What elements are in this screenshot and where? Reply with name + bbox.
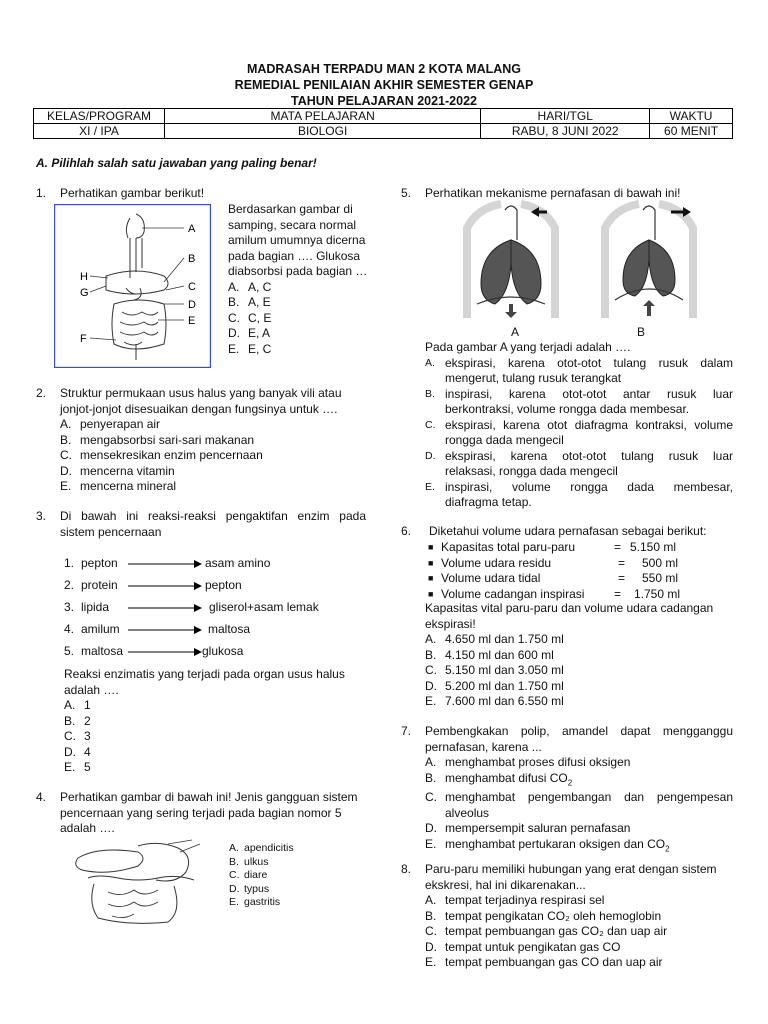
fig1-label-d: D bbox=[188, 299, 196, 311]
option-text: ulkus bbox=[244, 855, 269, 868]
q7-option-d[interactable] bbox=[425, 821, 733, 837]
option-letter: E. bbox=[64, 760, 76, 774]
option-text: 2 bbox=[84, 713, 91, 728]
q1-desc-line: amilum umumnya dicerna bbox=[228, 233, 366, 247]
q5-option-e[interactable] bbox=[425, 480, 733, 496]
q3-option-e[interactable] bbox=[64, 760, 370, 776]
reaction-number: 1. bbox=[64, 556, 75, 570]
school-name: MADRASAH TERPADU MAN 2 KOTA MALANG bbox=[246, 62, 522, 76]
breathing-mechanism-figure bbox=[455, 200, 705, 318]
q1-stem: Perhatikan gambar berikut! bbox=[60, 186, 205, 200]
option-text: diare bbox=[244, 869, 268, 881]
fig1-label-e: E bbox=[188, 315, 196, 327]
option-letter: B. bbox=[228, 295, 240, 309]
q5-option-e-cont bbox=[425, 495, 733, 511]
q2-stem-line: Struktur permukaan usus halus yang banyak vili atau bbox=[60, 386, 342, 400]
q5-option-d-cont bbox=[425, 464, 733, 480]
option-text: mensekresikan enzim pencernaan bbox=[80, 448, 263, 462]
q3-stem-line: Di bawah ini reaksi-reaksi pengaktifan enzim pada bbox=[60, 509, 366, 523]
volume-label: Volume udara tidal bbox=[441, 571, 541, 585]
q8-number: 8. bbox=[401, 862, 412, 876]
volume-value: 500 ml bbox=[642, 555, 679, 570]
header-waktu: WAKTU bbox=[650, 109, 733, 124]
reaction-row bbox=[64, 600, 384, 622]
volume-label: Volume cadangan inspirasi bbox=[441, 586, 585, 601]
option-letter: A. bbox=[425, 632, 437, 646]
reaction-product: glukosa bbox=[202, 644, 244, 658]
option-letter: D. bbox=[425, 449, 436, 462]
fig1-label-a: A bbox=[188, 223, 196, 235]
option-text: tempat pembuangan gas CO₂ dan uap air bbox=[445, 924, 668, 938]
q3-question-line: Reaksi enzimatis yang terjadi pada organ usus halus bbox=[64, 667, 345, 681]
q3-option-c[interactable] bbox=[64, 729, 370, 745]
reaction-row bbox=[64, 622, 384, 644]
option-text-cont: rongga dada mengecil bbox=[445, 433, 564, 447]
option-text: mencerna mineral bbox=[80, 479, 177, 493]
option-text: A, E bbox=[248, 295, 271, 309]
reaction-number: 5. bbox=[64, 644, 75, 658]
reaction-number: 4. bbox=[64, 622, 75, 636]
q1-desc-line: diabsorbsi pada bagian … bbox=[228, 264, 368, 278]
reaction-substrate: amilum bbox=[81, 622, 120, 636]
option-text-cont: mengerut, tulang rusuk terangkat bbox=[445, 371, 622, 385]
q2-option-a[interactable] bbox=[60, 417, 376, 433]
option-letter: A. bbox=[425, 356, 435, 369]
option-text: 5 bbox=[84, 760, 91, 774]
option-letter: D. bbox=[60, 463, 72, 478]
value-hari: RABU, 8 JUNI 2022 bbox=[481, 124, 650, 139]
option-letter: C. bbox=[229, 869, 240, 881]
option-letter: E. bbox=[425, 955, 437, 969]
option-letter: B. bbox=[425, 908, 437, 923]
q1-desc-line: Berdasarkan gambar di bbox=[228, 202, 353, 216]
q5-stem: Perhatikan mekanisme pernafasan di bawah ini! bbox=[425, 186, 681, 200]
option-letter: E. bbox=[425, 480, 435, 493]
q6-option-c[interactable] bbox=[425, 663, 735, 679]
option-text: C, E bbox=[248, 310, 272, 325]
q4-option-d[interactable] bbox=[229, 883, 349, 897]
q8-option-a[interactable] bbox=[425, 893, 737, 909]
q6-number: 6. bbox=[401, 524, 412, 538]
reaction-row bbox=[64, 644, 384, 666]
q1-desc-line: pada bagian …. Glukosa bbox=[228, 248, 361, 263]
q5-question-block bbox=[425, 340, 733, 511]
fig1-label-f: F bbox=[80, 333, 87, 345]
option-text: A, C bbox=[248, 279, 272, 294]
subscript: 2 bbox=[567, 777, 573, 787]
q2-option-e[interactable] bbox=[60, 479, 376, 495]
q5-option-c-cont bbox=[425, 433, 733, 449]
q5-question: Pada gambar A yang terjadi adalah …. bbox=[425, 340, 631, 354]
q1-option-b[interactable] bbox=[228, 295, 378, 311]
q1-desc-line: samping, secara normal bbox=[228, 217, 357, 232]
option-text: tempat untuk pengikatan gas CO bbox=[445, 939, 621, 954]
option-text: mencerna vitamin bbox=[80, 463, 175, 478]
reaction-product: maltosa bbox=[208, 622, 251, 636]
q3-number: 3. bbox=[36, 509, 47, 523]
bullet-icon: ■ bbox=[428, 557, 434, 568]
q1-option-c[interactable] bbox=[228, 311, 378, 327]
option-letter: C. bbox=[425, 790, 437, 805]
reaction-product: asam amino bbox=[205, 556, 271, 570]
option-text-cont: berkontraksi, volume rongga dada membesar. bbox=[445, 402, 690, 416]
q2-number: 2. bbox=[36, 386, 47, 400]
q1-option-d[interactable] bbox=[228, 326, 378, 342]
q8-option-e[interactable] bbox=[425, 955, 737, 971]
option-letter: C. bbox=[425, 663, 437, 677]
option-letter: A. bbox=[425, 893, 437, 907]
volume-value: 550 ml bbox=[642, 571, 679, 585]
q2-option-d[interactable] bbox=[60, 464, 376, 480]
q4-stem-line: pencernaan yang sering terjadi pada bagian nomor 5 bbox=[60, 805, 342, 820]
option-text: inspirasi, volume rongga dada membesar, bbox=[445, 479, 733, 494]
reaction-substrate: maltosa bbox=[81, 644, 124, 658]
option-letter: A. bbox=[60, 417, 72, 431]
option-letter: A. bbox=[425, 755, 437, 769]
q4-option-b[interactable] bbox=[229, 856, 349, 870]
q4-option-a[interactable] bbox=[229, 842, 349, 856]
option-text: ekspirasi, karena otot-otot tulang rusuk luar bbox=[445, 448, 733, 463]
q5-option-b[interactable] bbox=[425, 387, 733, 403]
q7-stem-line: Pembengkakan polip, amandel dapat mengganggu bbox=[425, 724, 733, 738]
option-text: mempersempit saluran pernafasan bbox=[445, 821, 631, 836]
option-text: tempat pembuangan gas CO dan uap air bbox=[445, 955, 663, 969]
q6-question-line: Kapasitas vital paru-paru dan volume udara cadangan bbox=[425, 601, 714, 615]
fig5-label-b: B bbox=[637, 325, 646, 339]
option-letter: E. bbox=[425, 836, 437, 851]
reaction-product: pepton bbox=[205, 578, 242, 592]
q7-option-c[interactable] bbox=[425, 790, 733, 806]
volume-label: Kapasitas total paru-paru bbox=[441, 540, 576, 554]
option-text-cont: relaksasi, rongga dada mengecil bbox=[445, 464, 618, 478]
fig1-label-g: G bbox=[80, 287, 89, 299]
q5-option-c[interactable] bbox=[425, 418, 733, 434]
academic-year: TAHUN PELAJARAN 2021-2022 bbox=[291, 94, 477, 108]
option-letter: C. bbox=[425, 924, 437, 938]
q1-option-e[interactable] bbox=[228, 342, 378, 358]
reaction-number: 2. bbox=[64, 578, 75, 592]
option-letter: B. bbox=[229, 855, 239, 868]
option-text: 5.150 ml dan 3.050 ml bbox=[445, 663, 564, 677]
value-mapel: BIOLOGI bbox=[164, 124, 480, 139]
option-letter: B. bbox=[60, 432, 72, 447]
volume-label: Volume udara residu bbox=[441, 555, 552, 570]
arrow-icon bbox=[128, 559, 202, 569]
option-letter: A. bbox=[228, 279, 240, 294]
q7-stem-line: pernafasan, karena ... bbox=[425, 739, 542, 754]
option-text: typus bbox=[244, 882, 270, 895]
q8-option-c[interactable] bbox=[425, 924, 737, 940]
arrow-icon bbox=[128, 647, 202, 657]
volume-item bbox=[428, 571, 708, 587]
q4-stem-line: adalah …. bbox=[60, 821, 115, 835]
volume-eq: = bbox=[614, 586, 622, 601]
volume-item bbox=[428, 587, 708, 603]
q1-description bbox=[228, 202, 378, 357]
option-letter: B. bbox=[64, 713, 76, 728]
option-text: 7.600 ml dan 6.550 ml bbox=[445, 694, 564, 708]
q3-option-b[interactable] bbox=[64, 714, 370, 730]
q6-question-block bbox=[425, 601, 735, 710]
option-text-cont: alveolus bbox=[445, 805, 490, 820]
reaction-substrate: lipida bbox=[81, 600, 110, 614]
q5-option-b-cont bbox=[425, 402, 733, 418]
option-letter: A. bbox=[64, 698, 76, 712]
reaction-row bbox=[64, 556, 384, 578]
reaction-substrate: pepton bbox=[81, 556, 118, 570]
option-letter: D. bbox=[425, 821, 437, 836]
q4-number: 4. bbox=[36, 790, 47, 804]
q7-number: 7. bbox=[401, 724, 412, 738]
option-text: ekspirasi, karena otot-otot tulang rusuk dalam bbox=[445, 355, 733, 370]
option-text: menghambat pertukaran oksigen dan CO bbox=[445, 836, 666, 851]
q7-option-a[interactable] bbox=[425, 755, 733, 771]
q7-option-e[interactable] bbox=[425, 837, 733, 857]
option-text: mengabsorbsi sari-sari makanan bbox=[80, 432, 255, 447]
q3-option-d[interactable] bbox=[64, 745, 370, 761]
option-letter: D. bbox=[64, 744, 76, 759]
option-letter: D. bbox=[229, 882, 240, 895]
q5-option-d[interactable] bbox=[425, 449, 733, 465]
option-text: tempat terjadinya respirasi sel bbox=[445, 893, 605, 907]
option-letter: C. bbox=[425, 418, 436, 431]
option-text: ekspirasi, karena otot diafragma kontraksi, volume bbox=[445, 417, 733, 432]
volume-item bbox=[428, 556, 708, 572]
option-text: inspirasi, karena otot-otot antar rusuk luar bbox=[445, 386, 733, 401]
q6-stem: Diketahui volume udara pernafasan sebagai berikut: bbox=[429, 524, 707, 538]
header-hari: HARI/TGL bbox=[481, 109, 650, 124]
lungs-a-figure bbox=[467, 204, 555, 318]
option-letter: D. bbox=[425, 939, 437, 954]
option-text: gastritis bbox=[244, 896, 281, 908]
q6-items bbox=[428, 540, 708, 602]
header-kelas: KELAS/PROGRAM bbox=[34, 109, 165, 124]
fig1-label-c: C bbox=[188, 281, 196, 293]
option-text: E, A bbox=[248, 326, 271, 340]
q2-option-c[interactable] bbox=[60, 448, 376, 464]
q3-option-a[interactable] bbox=[64, 698, 370, 714]
q3-reactions bbox=[64, 556, 384, 666]
option-letter: C. bbox=[60, 448, 72, 462]
option-text: 5.200 ml dan 1.750 ml bbox=[445, 678, 564, 693]
option-text: 4.650 ml dan 1.750 ml bbox=[445, 632, 564, 646]
q3-stem-line: sistem pencernaan bbox=[60, 524, 162, 539]
fig1-label-h: H bbox=[80, 271, 88, 283]
volume-eq: = bbox=[618, 555, 626, 570]
info-header-row bbox=[34, 109, 733, 124]
q7-option-b[interactable] bbox=[425, 771, 733, 791]
digestive-organs-figure bbox=[68, 838, 228, 928]
volume-eq: = bbox=[618, 571, 626, 585]
volume-value: 1.750 ml bbox=[634, 586, 681, 601]
arrow-icon bbox=[128, 581, 202, 591]
q6-option-d[interactable] bbox=[425, 679, 735, 695]
option-letter: E. bbox=[229, 896, 239, 908]
reaction-product: gliserol+asam lemak bbox=[209, 600, 319, 614]
exam-info-table bbox=[33, 108, 733, 139]
q1-number: 1. bbox=[36, 186, 47, 200]
option-letter: B. bbox=[425, 387, 435, 400]
q3-question-line: adalah …. bbox=[64, 682, 119, 697]
option-text: menghambat proses difusi oksigen bbox=[445, 755, 631, 769]
option-text: penyerapan air bbox=[80, 417, 161, 431]
option-letter: C. bbox=[64, 729, 76, 743]
q8-stem-line: Paru-paru memiliki hubungan yang erat dengan sistem bbox=[425, 862, 717, 876]
subscript: 2 bbox=[665, 844, 670, 854]
option-text: 4 bbox=[84, 744, 91, 759]
option-text: tempat pengikatan CO₂ oleh hemoglobin bbox=[445, 908, 662, 923]
bullet-icon: ■ bbox=[428, 542, 434, 552]
option-text: 4.150 ml dan 600 ml bbox=[445, 647, 554, 662]
fig1-label-b: B bbox=[188, 253, 196, 265]
option-text: menghambat difusi CO bbox=[445, 770, 568, 785]
option-text: E, C bbox=[248, 341, 272, 356]
option-text: menghambat pengembangan dan pengempesan bbox=[445, 790, 733, 805]
option-letter: E. bbox=[60, 479, 72, 493]
lungs-b-figure bbox=[605, 204, 693, 318]
fig5-label-a: A bbox=[511, 325, 520, 339]
q4-stem-line: Perhatikan gambar di bawah ini! Jenis gangguan sistem bbox=[60, 790, 358, 804]
option-letter: C. bbox=[228, 310, 240, 325]
q7-option-c-cont bbox=[425, 806, 733, 822]
digestive-system-figure bbox=[54, 204, 211, 368]
value-kelas: XI / IPA bbox=[34, 124, 165, 139]
q6-option-a[interactable] bbox=[425, 632, 735, 648]
reaction-row bbox=[64, 578, 384, 600]
reaction-substrate: protein bbox=[81, 578, 118, 592]
q6-question-line: ekspirasi! bbox=[425, 616, 476, 631]
reaction-number: 3. bbox=[64, 600, 75, 614]
q6-option-b[interactable] bbox=[425, 648, 735, 664]
q2-stem-line: jonjot-jonjot disesuaikan dengan fungsinya untuk …. bbox=[60, 401, 338, 416]
q8-option-b[interactable] bbox=[425, 909, 737, 925]
arrow-icon bbox=[128, 603, 202, 613]
option-text: 1 bbox=[84, 698, 91, 712]
q4-option-c[interactable] bbox=[229, 869, 349, 883]
option-letter: E. bbox=[228, 341, 240, 356]
option-text: apendicitis bbox=[244, 842, 294, 854]
volume-value: 5.150 ml bbox=[630, 540, 677, 554]
bullet-icon: ■ bbox=[428, 573, 434, 583]
q5-option-a[interactable] bbox=[425, 356, 733, 372]
q6-option-e[interactable] bbox=[425, 694, 735, 710]
volume-item bbox=[428, 540, 708, 556]
q4-options bbox=[229, 842, 349, 910]
q5-number: 5. bbox=[401, 186, 412, 200]
option-letter: D. bbox=[228, 326, 240, 340]
bullet-icon: ■ bbox=[428, 588, 434, 599]
q4-option-e[interactable] bbox=[229, 896, 349, 910]
q3-question bbox=[64, 667, 370, 776]
option-letter: D. bbox=[425, 678, 437, 693]
option-letter: B. bbox=[425, 770, 437, 785]
option-text: 3 bbox=[84, 729, 91, 743]
option-letter: A. bbox=[229, 842, 239, 854]
option-text-cont: diafragma tetap. bbox=[445, 495, 532, 509]
q2-option-b[interactable] bbox=[60, 433, 376, 449]
q1-option-a[interactable] bbox=[228, 280, 378, 296]
volume-eq: = bbox=[614, 540, 622, 554]
header-mapel: MATA PELAJARAN bbox=[164, 109, 480, 124]
value-waktu: 60 MENIT bbox=[650, 124, 733, 139]
q8-stem-line: ekskresi, hal ini dikarenakan... bbox=[425, 877, 586, 892]
exam-title: REMEDIAL PENILAIAN AKHIR SEMESTER GENAP bbox=[234, 78, 534, 92]
section-title: A. Pilihlah salah satu jawaban yang paling benar! bbox=[36, 156, 317, 170]
q8-option-d[interactable] bbox=[425, 940, 737, 956]
q5-option-a-cont bbox=[425, 371, 733, 387]
option-letter: E. bbox=[425, 694, 437, 708]
arrow-icon bbox=[128, 625, 202, 635]
info-value-row bbox=[34, 124, 733, 139]
option-letter: B. bbox=[425, 647, 437, 662]
